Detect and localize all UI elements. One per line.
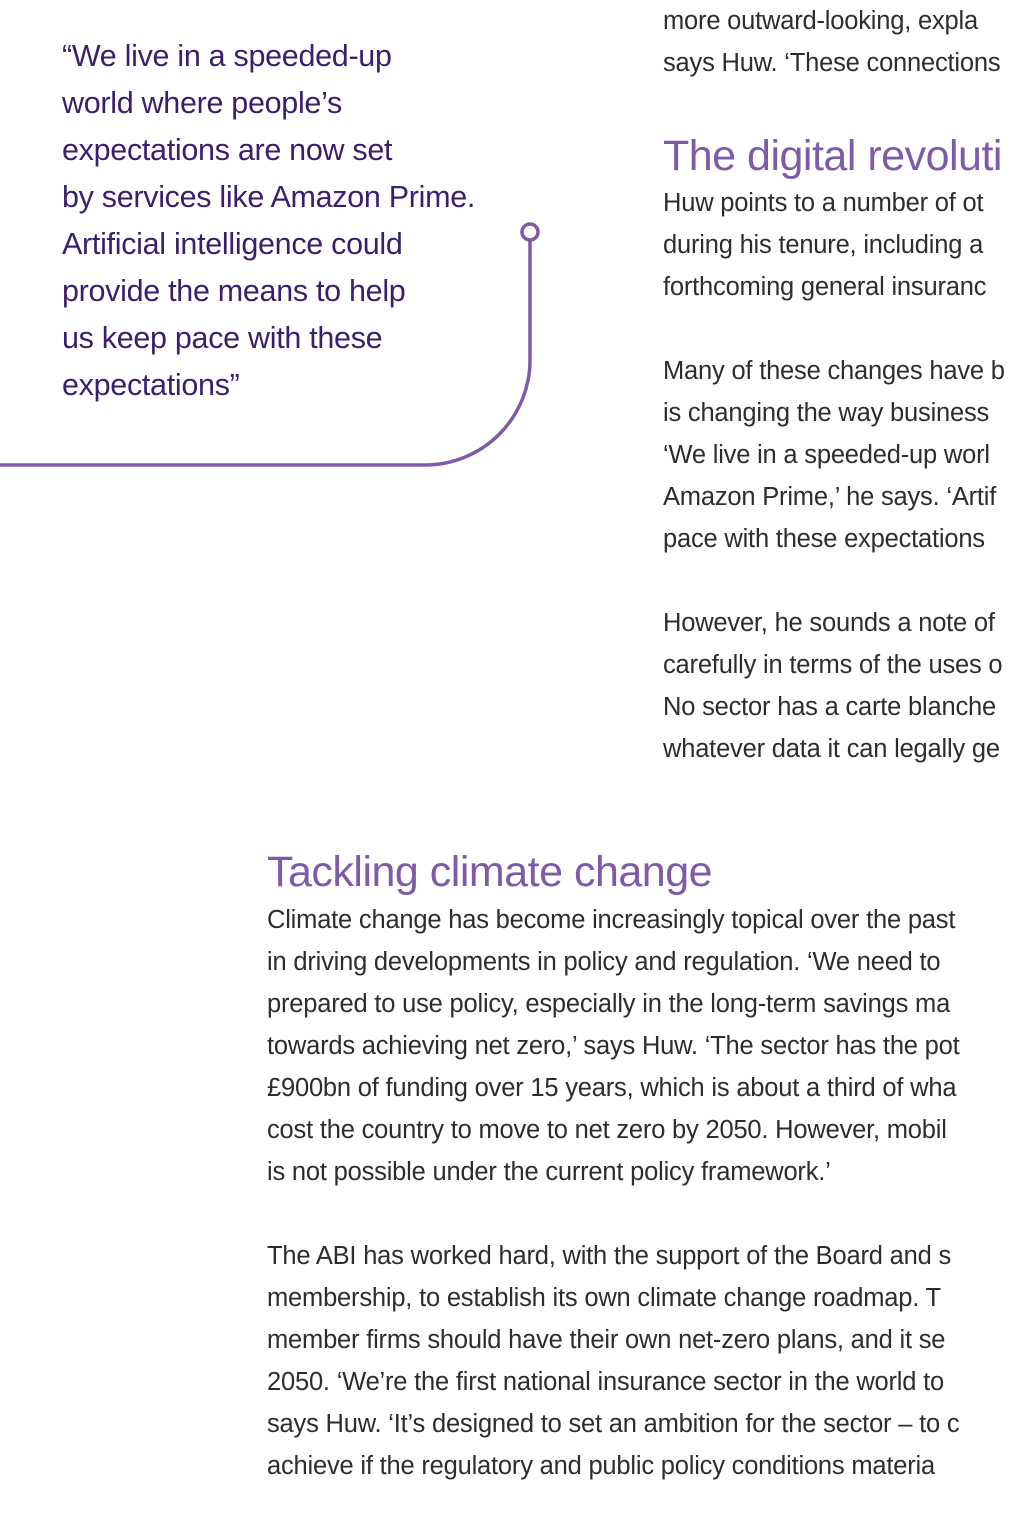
body-line: Many of these changes have b (663, 357, 1005, 385)
body-line: However, he sounds a note of (663, 609, 995, 637)
section-heading-climate: Tackling climate change (267, 848, 713, 896)
body-line: is changing the way business (663, 399, 990, 427)
body-line: £900bn of funding over 15 years, which is about a third of wha (267, 1074, 957, 1102)
pull-quote-line: expectations are now set (62, 133, 393, 167)
pull-quote-line: expectations” (62, 368, 240, 402)
pull-quote-line: “We live in a speeded-up (62, 39, 392, 73)
pull-quote-line: by services like Amazon Prime. (62, 180, 476, 214)
body-line: 2050. ‘We’re the first national insurance sector in the world to (267, 1368, 945, 1396)
body-line: ‘We live in a speeded-up worl (663, 441, 990, 469)
body-line: Climate change has become increasingly topical over the past (267, 906, 956, 934)
pull-quote-line: world where people’s (62, 86, 342, 120)
body-line: says Huw. ‘These connections (663, 49, 1001, 77)
connector-path (0, 241, 530, 465)
body-line: Huw points to a number of ot (663, 189, 984, 217)
connector-dot (522, 224, 538, 240)
section-heading-digital: The digital revoluti (663, 132, 1002, 180)
body-line: The ABI has worked hard, with the support of the Board and s (267, 1242, 951, 1270)
body-line: whatever data it can legally ge (663, 735, 1000, 763)
body-line: pace with these expectations (663, 525, 985, 553)
pull-quote-line: Artificial intelligence could (62, 227, 403, 261)
body-line: in driving developments in policy and regulation. ‘We need to (267, 948, 941, 976)
body-line: forthcoming general insuranc (663, 273, 987, 301)
body-line: during his tenure, including a (663, 231, 984, 259)
body-line: is not possible under the current policy framework.’ (267, 1158, 831, 1186)
body-line: carefully in terms of the uses o (663, 651, 1003, 679)
climate-section-body (267, 899, 960, 1487)
body-line: prepared to use policy, especially in the long-term savings ma (267, 990, 951, 1018)
body-line: more outward-looking, expla (663, 7, 978, 35)
body-line: member firms should have their own net-zero plans, and it se (267, 1326, 946, 1354)
pull-quote-line: provide the means to help (62, 274, 406, 308)
body-line: membership, to establish its own climate change roadmap. T (267, 1284, 941, 1312)
body-line: says Huw. ‘It’s designed to set an ambition for the sector – to c (267, 1410, 960, 1438)
body-line: No sector has a carte blanche (663, 693, 996, 721)
body-line: Amazon Prime,’ he says. ‘Artif (663, 483, 997, 511)
digital-section-body (663, 182, 1005, 770)
intro-paragraph (663, 0, 1000, 84)
body-line: towards achieving net zero,’ says Huw. ‘The sector has the pot (267, 1032, 960, 1060)
body-line: achieve if the regulatory and public policy conditions materia (267, 1452, 935, 1480)
quote-connector-line (0, 0, 560, 480)
body-line: cost the country to move to net zero by 2050. However, mobil (267, 1116, 947, 1144)
pull-quote-line: us keep pace with these (62, 321, 383, 355)
